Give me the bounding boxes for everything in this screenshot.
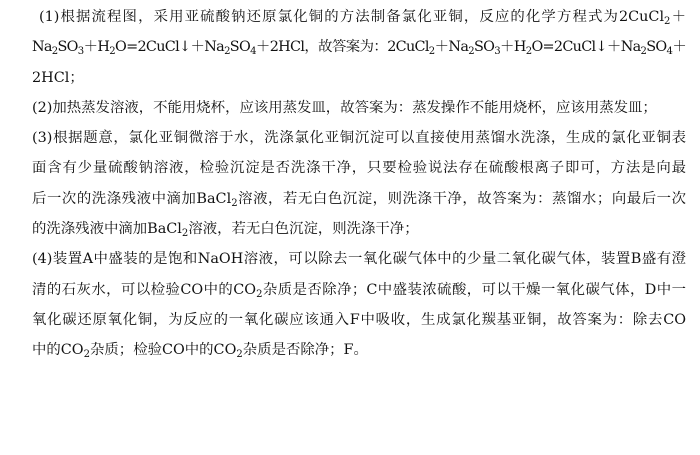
text-line xyxy=(32,32,686,62)
subscript: 2 xyxy=(525,46,532,58)
text-run: 杂质是否除净；C中盛装浓硫酸，可以干燥一氧化碳气体，D中一 xyxy=(262,281,686,298)
subscript: 2 xyxy=(428,46,435,58)
subscript: 4 xyxy=(666,46,673,58)
text-run: ＋ xyxy=(672,39,686,56)
text-run: (3)根据题意，氯化亚铜微溶于水，洗涤氯化亚铜沉淀可以直接使用蒸馏水洗涤，生成的氯化亚铜表 xyxy=(32,130,686,147)
text-line xyxy=(32,244,686,274)
text-run: (1)根据流程图，采用亚硫酸钠还原氯化铜的方法制备氯化亚铜，反应的化学方程式为2CuCl xyxy=(39,9,665,25)
paragraph-answer-3 xyxy=(32,123,686,244)
text-run: 杂质；检验CO中的CO xyxy=(90,342,237,359)
text-run: 面含有少量硫酸钠溶液，检验沉淀是否洗涤干净，只要检验说法存在硫酸根离子即可，方法是向最 xyxy=(32,160,686,177)
subscript: 3 xyxy=(494,46,500,58)
subscript: 4 xyxy=(250,46,256,58)
subscript: 2 xyxy=(83,349,91,361)
text-run: SO xyxy=(57,39,78,56)
subscript: 2 xyxy=(224,46,230,58)
text-run: SO xyxy=(229,39,251,56)
text-run: SO xyxy=(473,39,495,56)
text-line xyxy=(32,153,686,183)
text-line xyxy=(32,305,686,335)
text-run: ＋H xyxy=(83,39,110,56)
text-line xyxy=(32,335,686,365)
subscript: 2 xyxy=(236,349,243,361)
subscript: 3 xyxy=(77,46,84,58)
text-run: O=2CuCl↓＋Na xyxy=(531,39,641,56)
text-run: 2HCl； xyxy=(32,69,84,86)
text-line xyxy=(32,275,686,305)
paragraph-answer-1 xyxy=(32,2,686,93)
paragraph-answer-4 xyxy=(32,244,686,365)
text-run: 的洗涤残液中滴加BaCl xyxy=(32,221,182,238)
text-run: (4)装置A中盛装的是饱和NaOH溶液，可以除去一氧化碳气体中的少量二氧化碳气体，装置B盛有澄 xyxy=(32,251,686,268)
text-run: (2)加热蒸发溶液，不能用烧杯，应该用蒸发皿，故答案为：蒸发操作不能用烧杯，应该用蒸发皿； xyxy=(32,99,657,116)
text-run: O=2CuCl↓＋Na xyxy=(115,39,225,56)
paragraph-answer-2 xyxy=(32,93,686,123)
text-line xyxy=(32,123,686,153)
subscript: 2 xyxy=(51,46,58,58)
text-line xyxy=(32,63,686,93)
text-run: 氧化碳还原氧化铜，为反应的一氧化碳应该通入F中吸收，生成氯化羰基亚铜，故答案为：除去CO xyxy=(32,311,686,328)
text-run: Na xyxy=(32,39,52,56)
text-run: ＋Na xyxy=(434,39,469,56)
subscript: 2 xyxy=(640,46,647,58)
subscript: 2 xyxy=(468,46,474,58)
text-run: 溶液，若无白色沉淀，则洗涤干净，故答案为：蒸馏水；向最后一次 xyxy=(237,190,686,207)
text-run: 杂质是否除净；F。 xyxy=(242,342,368,359)
subscript: 2 xyxy=(231,197,238,209)
text-line xyxy=(32,2,686,32)
text-line xyxy=(32,93,686,123)
text-run: 中的CO xyxy=(32,342,84,359)
subscript: 2 xyxy=(664,15,671,27)
text-run: ＋2HCl，故答案为：2CuCl xyxy=(255,39,429,56)
subscript: 2 xyxy=(109,46,115,58)
text-run: 溶液，若无白色沉淀，则洗涤干净； xyxy=(188,221,419,238)
text-run: ＋ xyxy=(670,9,686,25)
text-line xyxy=(32,184,686,214)
text-run: 后一次的洗涤残液中滴加BaCl xyxy=(32,190,232,207)
text-run: 清的石灰水，可以检验CO中的CO xyxy=(32,281,257,298)
text-run: ＋H xyxy=(499,39,526,56)
text-line xyxy=(32,214,686,244)
text-run: SO xyxy=(646,39,667,56)
subscript: 2 xyxy=(181,227,189,239)
subscript: 2 xyxy=(256,288,263,300)
